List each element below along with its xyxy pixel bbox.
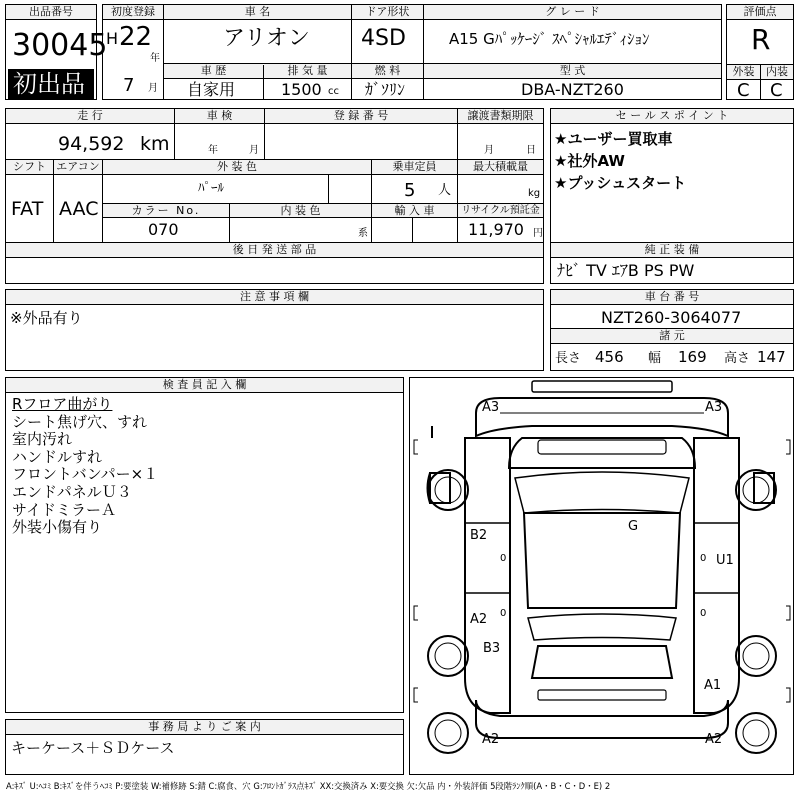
width: 169 — [678, 348, 707, 366]
mileage: 94,592 — [58, 133, 125, 155]
notes-text: ※外品有り — [10, 309, 83, 327]
color-number: 070 — [148, 220, 179, 239]
zero-mark: 0 — [500, 608, 507, 619]
car-name: アリオン — [223, 26, 310, 51]
damage-mark-g: G — [628, 519, 639, 534]
sales-point: ★社外AW — [554, 152, 625, 170]
damage-mark-b2: B2 — [470, 528, 488, 543]
equipment-label: 純 正 装 備 — [551, 243, 793, 258]
inspector-note: 外装小傷有り — [12, 518, 103, 537]
office-text: キーケース＋ＳＤケース — [11, 739, 175, 757]
sales-point: ★ユーザー買取車 — [554, 130, 673, 148]
displacement: 1500 — [281, 80, 322, 99]
seats: 5 — [404, 180, 416, 201]
inspection-label: 車 検 — [175, 109, 264, 124]
lot-number: 30045 — [12, 28, 108, 63]
first-reg-month: 7 — [123, 75, 135, 96]
notes-label: 注 意 事 項 欄 — [6, 290, 543, 305]
header-grid — [102, 4, 722, 100]
length-label: 長さ — [555, 351, 582, 366]
inspector-note: シート焦げ穴、すれ — [12, 412, 148, 431]
parts-box — [5, 242, 544, 284]
shift-label: シフト — [6, 160, 53, 175]
ac-type: AAC — [59, 198, 99, 220]
damage-mark-u1: U1 — [716, 553, 734, 568]
sales-points-label: セ ー ル ス ポ イ ン ト — [551, 109, 793, 124]
inspector-note: フロントバンパー×１ — [12, 465, 159, 484]
year-unit: 年 — [150, 53, 160, 64]
zero-mark: 0 — [700, 608, 707, 619]
recycle-label: リサイクル預託金 — [458, 204, 543, 218]
damage-mark-a1: A1 — [704, 678, 722, 693]
score: R — [751, 23, 771, 56]
interior-color-label: 内 装 色 — [230, 204, 371, 218]
score-box — [726, 4, 794, 100]
sales-point: ★プッシュスタート — [554, 174, 687, 192]
inspector-note: ハンドルすれ — [12, 447, 103, 466]
legend-text: A:ｷｽﾞ U:ﾍｺﾐ B:ｷｽﾞを伴うﾍｺﾐ P:要塗装 W:補修跡 S:錆 C:腐食、穴 G:ﾌﾛﾝﾄｶﾞﾗｽ点ｷｽﾞ XX:交換済み X:要交換 欠:欠品 内・外装評価 5段階ﾗﾝｸ順(A・B・C・D・E) 2 — [6, 781, 611, 791]
doc-month-unit: 月 — [484, 145, 494, 156]
lot-number-box — [5, 4, 108, 100]
damage-mark-a2-bottom-left: A2 — [482, 732, 500, 747]
seats-label: 乗車定員 — [372, 160, 457, 175]
height-label: 高さ — [724, 351, 751, 366]
plate-label: 登 録 番 号 — [265, 109, 457, 124]
exterior-color: ﾊﾟｰﾙ — [198, 181, 224, 196]
inspection-year-unit: 年 — [208, 145, 218, 156]
zero-mark: 0 — [700, 553, 707, 564]
car-diagram — [410, 378, 793, 774]
fuel-label: 燃 料 — [352, 64, 423, 79]
displacement-unit: cc — [328, 86, 339, 97]
parts-label: 後 日 発 送 部 品 — [6, 243, 543, 258]
import-label: 輸 入 車 — [372, 204, 457, 218]
inspector-note: エンドパネルＵ３ — [12, 482, 132, 501]
grade: A15 Gﾊﾟｯｹｰｼﾞ ｽﾍﾟｼｬﾙｴﾃﾞｨｼｮﾝ — [449, 30, 650, 48]
load-unit: kg — [528, 188, 541, 199]
lot-number-label: 出品番号 — [6, 5, 96, 20]
mileage-label: 走 行 — [6, 109, 174, 124]
length: 456 — [595, 348, 624, 366]
history-label: 車 歴 — [164, 64, 263, 79]
grade-label: グ レ ー ド — [424, 5, 721, 20]
fuel: ｶﾞｿﾘﾝ — [365, 80, 406, 99]
inspection-month-unit: 月 — [249, 145, 259, 156]
month-unit: 月 — [148, 83, 158, 94]
first-reg-label: 初度登録 — [103, 5, 163, 20]
car-name-label: 車 名 — [164, 5, 351, 20]
load-label: 最大積載量 — [458, 160, 543, 175]
score-label: 評価点 — [727, 5, 793, 20]
chassis-label: 車 台 番 号 — [551, 290, 793, 305]
first-listing-badge — [8, 69, 94, 99]
damage-mark-a2-mid: A2 — [470, 612, 488, 627]
damage-mark-a3-left: A3 — [482, 400, 500, 415]
era: H — [106, 29, 119, 48]
door-label: ドア形状 — [352, 5, 423, 20]
recycle-unit: 円 — [533, 228, 543, 239]
color-no-label: カラー No. — [103, 204, 229, 218]
damage-mark-b3: B3 — [483, 641, 501, 656]
exterior-score: C — [737, 80, 750, 101]
inspector-label: 検 査 員 記 入 欄 — [6, 378, 403, 393]
interior-label: 内装 — [761, 65, 793, 80]
vehicle-details-grid — [5, 108, 544, 243]
ac-label: エアコン — [54, 160, 102, 175]
sales-points-box — [550, 108, 794, 243]
width-label: 幅 — [648, 351, 662, 366]
exterior-label: 外装 — [727, 65, 760, 80]
model-label: 型 式 — [424, 64, 721, 79]
inspector-note: Rフロア曲がり — [12, 395, 113, 413]
inspector-box — [5, 377, 404, 713]
doc-day-unit: 日 — [526, 145, 536, 156]
recycle-fee: 11,970 — [468, 220, 524, 239]
damage-diagram-box — [409, 377, 794, 775]
displacement-label: 排 気 量 — [264, 64, 351, 79]
exterior-color-label: 外 装 色 — [103, 160, 371, 175]
office-box — [5, 719, 404, 775]
chassis-box — [550, 289, 794, 371]
door-type: 4SD — [361, 26, 406, 51]
history: 自家用 — [187, 80, 236, 99]
equipment-list: ﾅﾋﾞ TV ｴｱB PS PW — [557, 261, 695, 280]
interior-score: C — [770, 80, 783, 101]
inspector-note: サイドミラーＡ — [12, 500, 116, 519]
office-label: 事 務 局 よ り ご 案 内 — [6, 720, 403, 735]
equipment-box — [550, 242, 794, 284]
inspector-notes — [12, 396, 158, 537]
inspector-note: 室内汚れ — [12, 430, 73, 449]
first-listing-text: 初出品 — [13, 70, 85, 98]
first-reg-year: 22 — [119, 22, 153, 52]
zero-mark: 0 — [500, 553, 507, 564]
mileage-unit: km — [140, 133, 170, 155]
doc-deadline-label: 譲渡書類期限 — [458, 109, 543, 124]
damage-mark-a2-bottom-right: A2 — [705, 732, 723, 747]
damage-mark-a3-right: A3 — [705, 400, 723, 415]
interior-color-unit: 系 — [358, 228, 368, 239]
height: 147 — [757, 348, 786, 366]
notes-box — [5, 289, 544, 371]
seats-unit: 人 — [438, 183, 452, 198]
chassis-number: NZT260-3064077 — [601, 308, 742, 327]
shift: FAT — [11, 198, 44, 220]
dimensions-label: 諸 元 — [551, 329, 793, 344]
model-code: DBA-NZT260 — [521, 80, 624, 99]
